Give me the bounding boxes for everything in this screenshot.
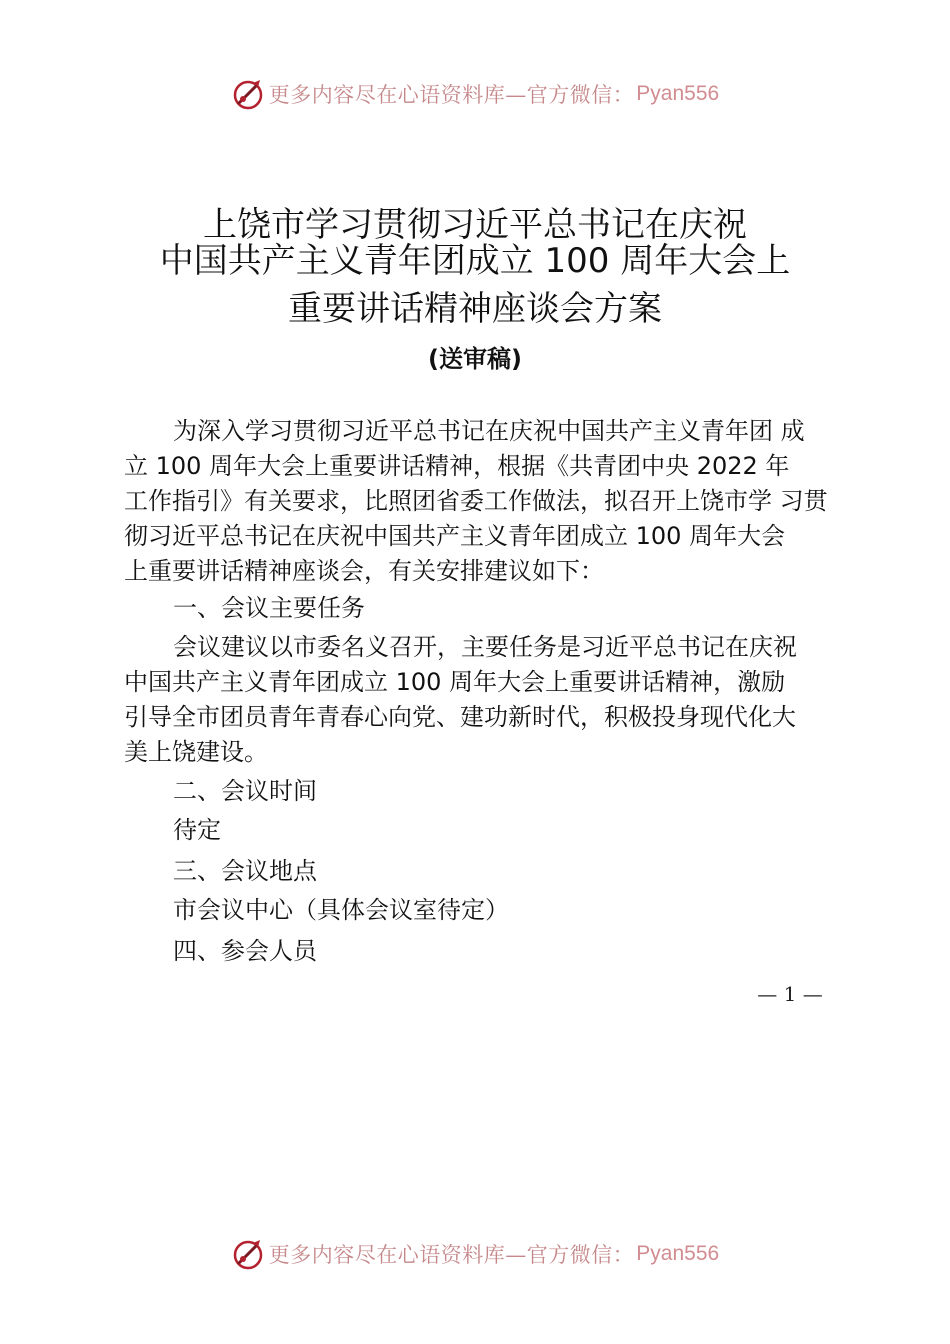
section-1-heading: 一、会议主要任务	[173, 594, 365, 622]
section-4	[124, 934, 830, 969]
section-2-text: 待定	[173, 816, 221, 844]
pen-logo-icon	[231, 1237, 265, 1271]
watermark-header	[0, 74, 950, 114]
document-title-line-3: 重要讲话精神座谈会方案	[288, 289, 662, 329]
section-1-paragraph	[124, 630, 830, 770]
section-3	[124, 854, 830, 889]
section-4-heading: 四、参会人员	[173, 937, 317, 965]
section-1	[124, 591, 830, 626]
section-3-body	[124, 893, 830, 928]
section-1-line: 引导全市团员青年青春心向党、建功新时代，积极投身现代化大	[124, 703, 796, 731]
document-title-line-2: 中国共产主义青年团成立 100 周年大会上	[159, 241, 791, 281]
section-2-body	[124, 813, 830, 848]
section-3-heading: 三、会议地点	[173, 857, 317, 885]
section-2	[124, 774, 830, 809]
watermark-wechat-id: Pyan556	[636, 82, 720, 105]
section-1-line: 美上饶建设。	[124, 738, 268, 766]
section-2-heading: 二、会议时间	[173, 777, 317, 805]
watermark-footer	[0, 1234, 950, 1274]
watermark-text: 更多内容尽在心语资料库—官方微信：	[268, 1243, 635, 1267]
watermark-text: 更多内容尽在心语资料库—官方微信：	[268, 83, 635, 107]
watermark-wechat-id: Pyan556	[636, 1242, 720, 1265]
intro-line: 工作指引》有关要求，比照团省委工作做法，拟召开上饶市学 习贯	[124, 487, 828, 515]
intro-paragraph	[124, 414, 830, 589]
intro-line: 上重要讲话精神座谈会，有关安排建议如下：	[124, 557, 604, 585]
document-title-line-1: 上饶市学习贯彻习近平总书记在庆祝	[203, 205, 747, 245]
intro-line: 为深入学习贯彻习近平总书记在庆祝中国共产主义青年团 成	[173, 417, 805, 445]
pen-logo-icon	[231, 77, 265, 111]
page-number: — 1 —	[757, 982, 823, 1006]
section-3-text: 市会议中心（具体会议室待定）	[173, 896, 509, 924]
section-1-line: 中国共产主义青年团成立 100 周年大会上重要讲话精神，激励	[124, 668, 786, 696]
section-1-line: 会议建议以市委名义召开，主要任务是习近平总书记在庆祝	[173, 633, 797, 661]
document-subtitle: (送审稿)	[428, 345, 522, 373]
intro-line: 彻习近平总书记在庆祝中国共产主义青年团成立 100 周年大会	[124, 522, 786, 550]
intro-line: 立 100 周年大会上重要讲话精神，根据《共青团中央 2022 年	[124, 452, 790, 480]
